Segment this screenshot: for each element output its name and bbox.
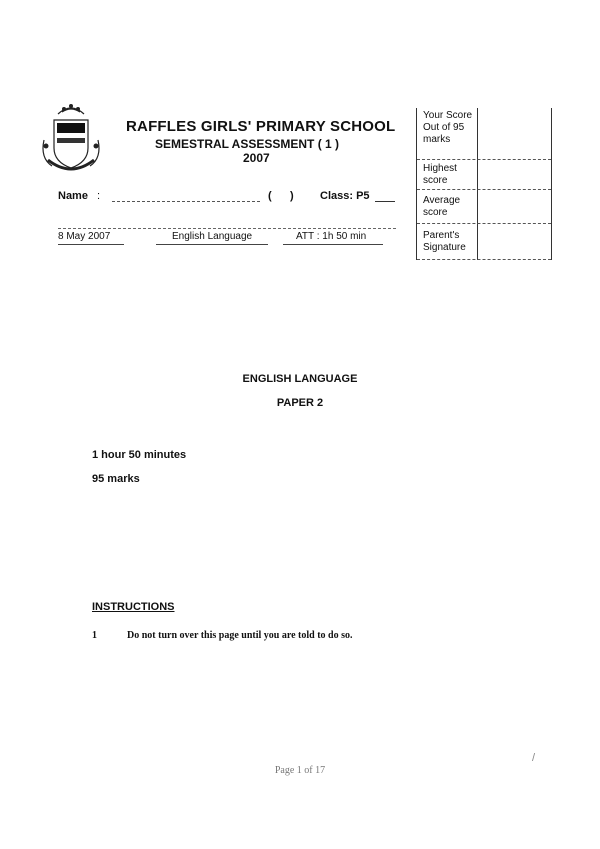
name-field[interactable] [112, 201, 260, 202]
exam-date: 8 May 2007 [58, 231, 111, 242]
class-label: Class: P5 [320, 190, 370, 202]
time-underline [283, 244, 383, 245]
duration: 1 hour 50 minutes [92, 449, 187, 461]
paper-title: PAPER 2 [276, 397, 324, 409]
average-score-row [417, 190, 551, 224]
name-colon: : [97, 190, 101, 202]
instruction-text: Do not turn over this page until you are told to do so. [127, 630, 353, 641]
instructions-heading: INSTRUCTIONS [92, 601, 175, 613]
exam-subject: English Language [172, 231, 253, 242]
date-underline [58, 244, 124, 245]
school-crest-logo [38, 100, 104, 176]
time-allowed: ATT : 1h 50 min [296, 231, 367, 242]
parent-signature-label: Parent's Signature [423, 230, 466, 253]
subject-title: ENGLISH LANGUAGE [242, 373, 358, 385]
average-score-label: Average score [423, 195, 461, 218]
info-divider [58, 228, 396, 229]
highest-score-label: Highest score [423, 163, 457, 186]
row-divider [417, 259, 551, 260]
score-row [417, 108, 551, 160]
scan-mark: / [532, 752, 536, 764]
subject-underline [156, 244, 268, 245]
instruction-number: 1 [92, 630, 97, 641]
register-number-field[interactable]: ( ) [268, 190, 294, 202]
class-field[interactable] [375, 201, 395, 202]
school-name: RAFFLES GIRLS' PRIMARY SCHOOL [126, 118, 396, 135]
highest-score-row [417, 160, 551, 190]
name-label: Name [58, 190, 88, 202]
total-marks: 95 marks [92, 473, 140, 485]
parent-signature-row [417, 224, 551, 260]
score-row-label: Your Score Out of 95 marks [423, 110, 473, 145]
page-number: Page 1 of 17 [274, 765, 326, 776]
assessment-title: SEMESTRAL ASSESSMENT ( 1 ) [155, 137, 340, 151]
score-box [416, 108, 552, 260]
assessment-year: 2007 [243, 151, 270, 165]
